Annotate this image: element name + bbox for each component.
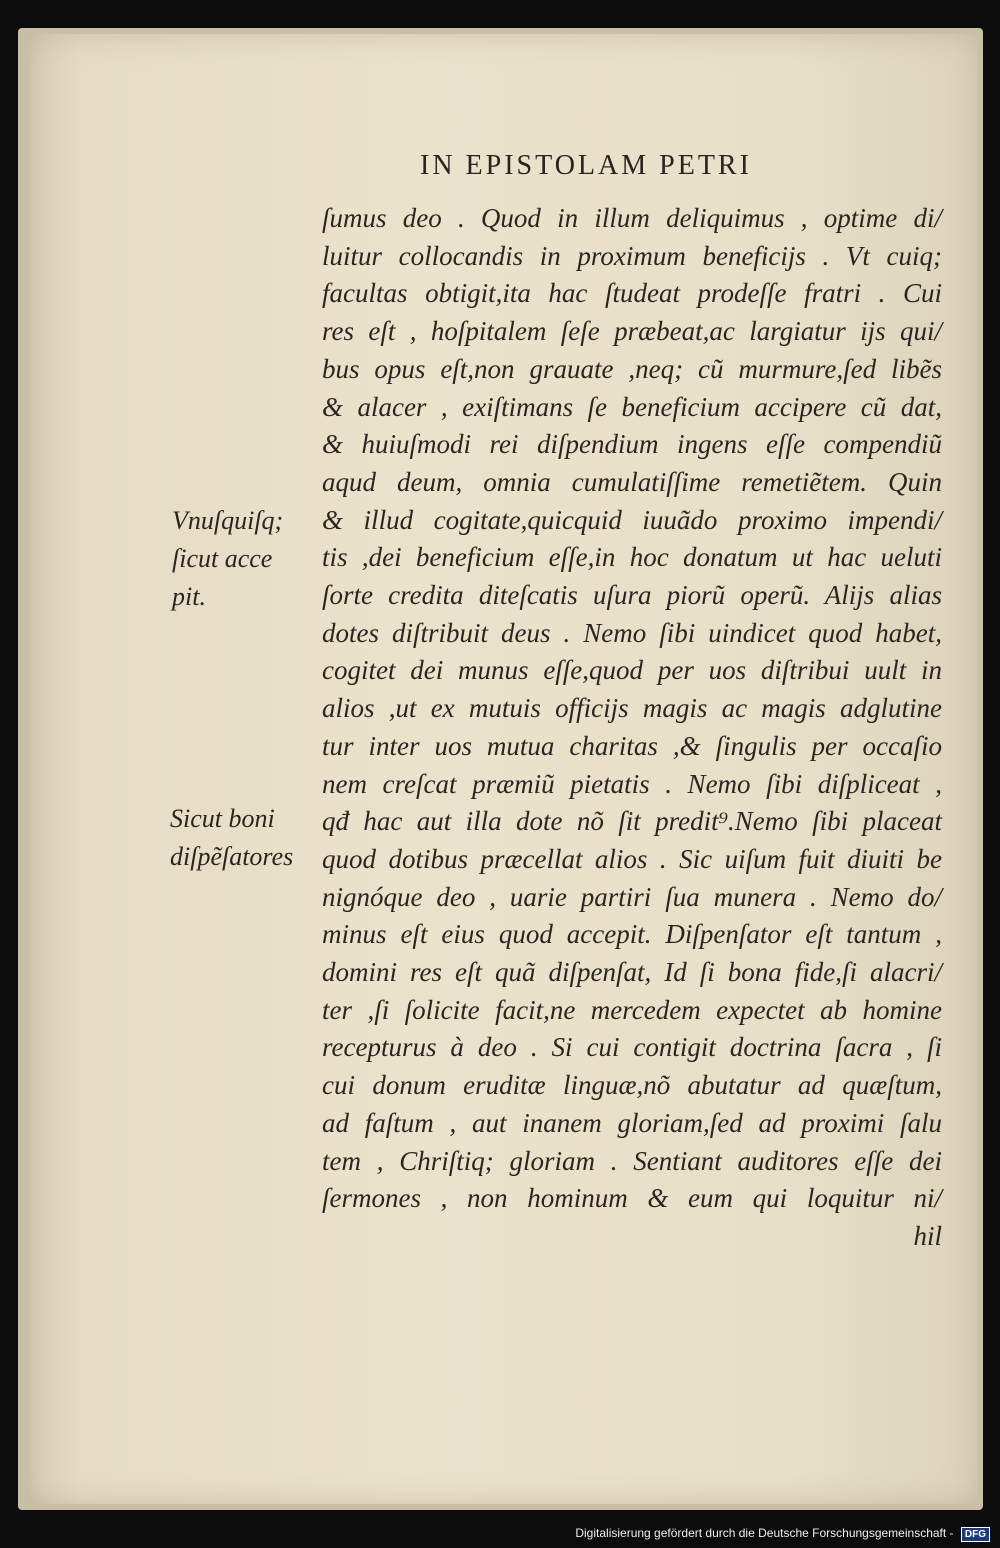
text-line: tem , Chriſtiq; gloriam . Sentiant auditores eſſe dei — [322, 1145, 942, 1176]
text-line: tur inter uos mutua charitas ,& ſingulis per occaſio — [322, 730, 942, 761]
text-line: quod dotibus præcellat alios . Sic uiſum fuit diuiti be — [322, 843, 942, 874]
margin-note-line: pit. — [172, 582, 206, 611]
text-line: bus opus eſt,non grauate ,neq; cũ murmure,ſed libẽs — [322, 353, 942, 384]
text-line: alios ,ut ex mutuis officijs magis ac magis adglutine — [322, 693, 942, 724]
text-line: nignóque deo , uarie partiri ſua munera . Nemo do/ — [322, 881, 942, 912]
text-line: aqud deum, omnia cumulatiſſime remetiẽtem. Quin — [322, 466, 942, 497]
margin-note-line: ſicut acce — [172, 544, 273, 573]
credit-text: Digitalisierung gefördert durch die Deutsche Forschungsgemeinschaft - — [575, 1526, 954, 1540]
text-line: nem creſcat præmiũ pietatis . Nemo ſibi diſpliceat , — [322, 768, 942, 799]
margin-note-line: Sicut boni — [170, 804, 275, 833]
text-line: ad faſtum , aut inanem gloriam,ſed ad proximi ſalu — [322, 1107, 942, 1138]
text-line: qđ hac aut illa dote nõ ſit predit⁹.Nemo ſibi placeat — [322, 806, 942, 837]
text-line: ſumus deo . Quod in illum deliquimus , optime di/ — [322, 203, 942, 233]
digitization-credit — [575, 1526, 990, 1542]
text-line: res eſt , hoſpitalem ſeſe præbeat,ac largiatur ijs qui/ — [322, 316, 942, 347]
text-line: ſorte credita diteſcatis uſura piorũ operũ. Alijs alias — [322, 580, 942, 611]
text-line: & alacer , exiſtimans ſe beneficium accipere cũ dat, — [322, 391, 942, 422]
text-line: tis ,dei beneficium eſſe,in hoc donatum ut hac ueluti — [322, 542, 942, 573]
text-line: facultas obtigit,ita hac ſtudeat prodeſſe fratri . Cui — [322, 278, 942, 309]
running-head: IN EPISTOLAM PETRI — [420, 150, 752, 181]
margin-note-unusquisque — [172, 502, 283, 616]
text-line: dotes diſtribuit deus . Nemo ſibi uindicet quod habet, — [322, 617, 942, 648]
margin-note-line: Vnuſquiſq; — [172, 506, 284, 535]
text-line: minus eſt eius quod accepit. Diſpenſator eſt tantum , — [322, 919, 942, 950]
text-line: & illud cogitate,quicquid iuuãdo proximo impendi/ — [322, 504, 942, 535]
text-line: hil — [913, 1220, 942, 1251]
text-line: ſermones , non hominum & eum qui loquitur ni/ — [322, 1183, 942, 1214]
dfg-logo: DFG — [961, 1527, 990, 1542]
text-line: cui donum eruditæ linguæ,nõ abutatur ad quæſtum, — [322, 1070, 942, 1101]
margin-note-line: diſpẽſatores — [170, 842, 294, 871]
text-line: luitur collocandis in proximum beneficijs . Vt cuiq; — [322, 240, 942, 271]
text-line: cogitet dei munus eſſe,quod per uos diſtribui uult in — [322, 655, 942, 686]
text-line: ter ,ſi ſolicite facit,ne mercedem expectet ab homine — [322, 994, 942, 1025]
margin-note-sicut-boni — [170, 800, 293, 876]
text-line: recepturus à deo . Si cui contigit doctrina ſacra , ſi — [322, 1032, 942, 1063]
main-text-block — [322, 200, 942, 1256]
text-line: domini res eſt quã diſpenſat, Id ſi bona fide,ſi alacri/ — [322, 957, 942, 988]
text-line: & huiuſmodi rei diſpendium ingens eſſe compendiũ — [322, 429, 942, 460]
